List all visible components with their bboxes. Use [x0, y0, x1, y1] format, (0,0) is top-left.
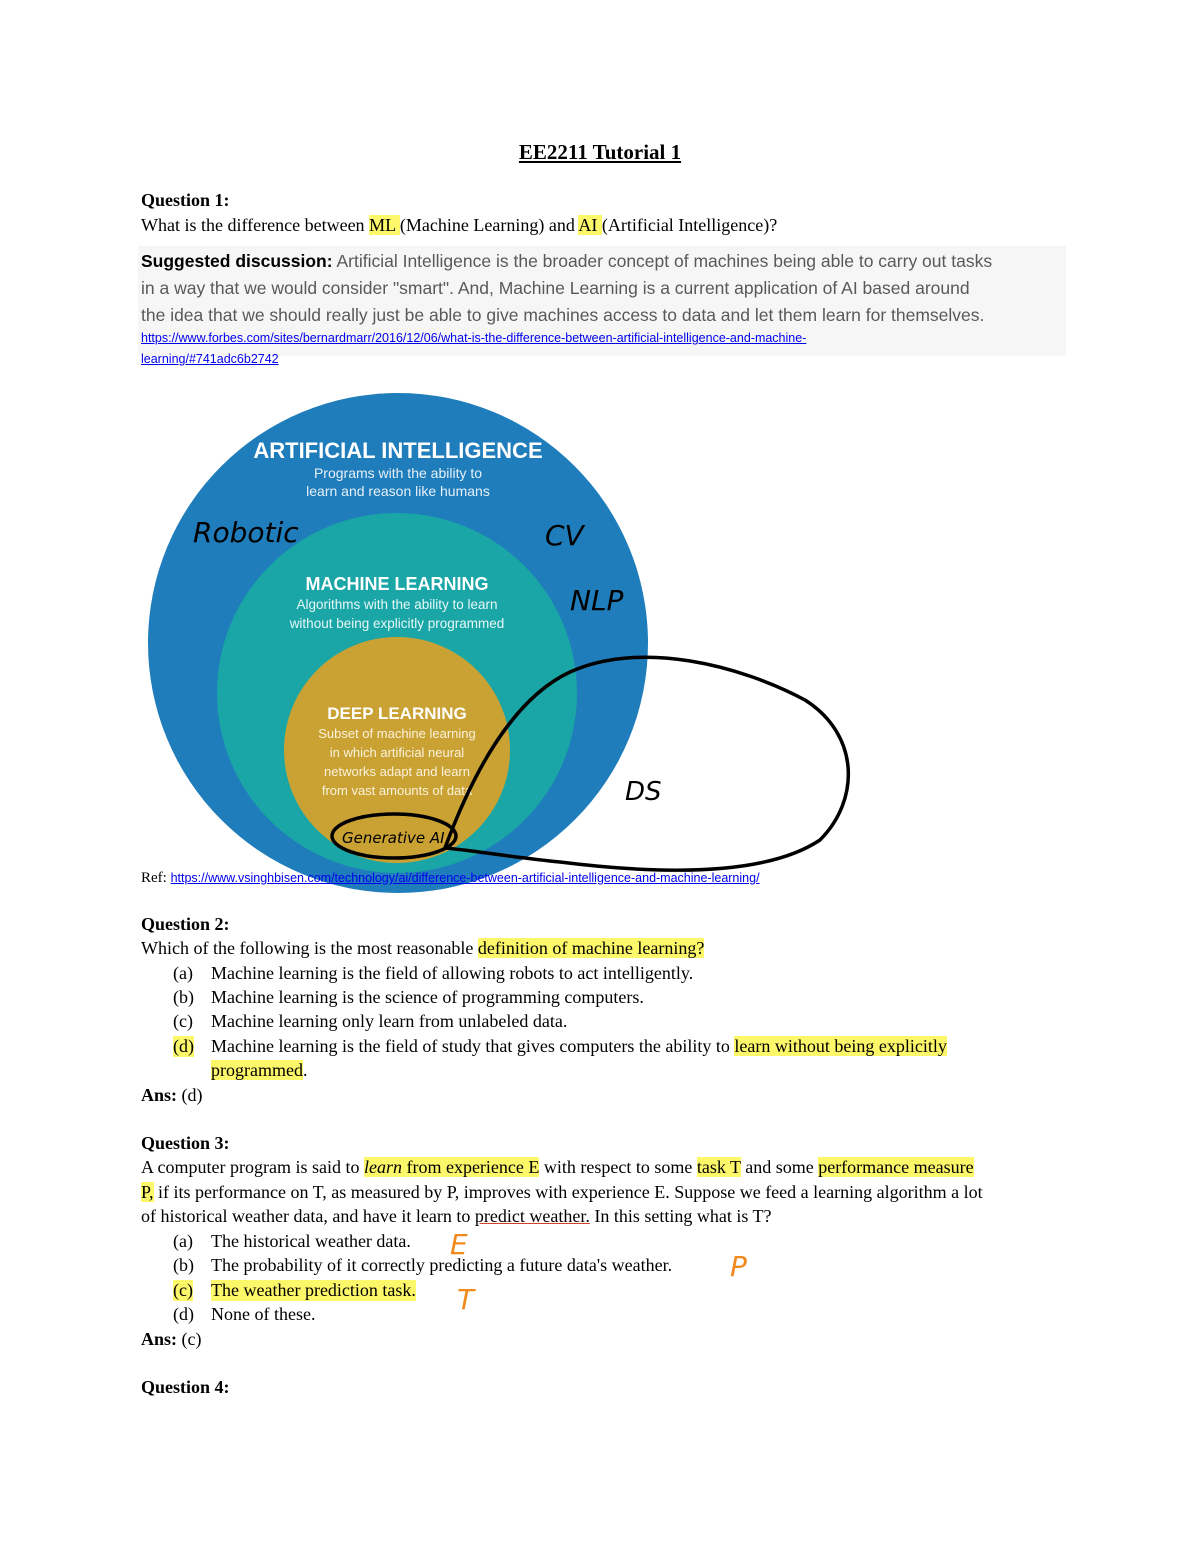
- q3-learn: learn: [363, 1157, 402, 1177]
- t-mark-annotation: T: [457, 1283, 475, 1316]
- ai-sub1: Programs with the ability to: [313, 465, 483, 481]
- q1-ml-highlight: ML: [369, 215, 400, 235]
- q4-heading: Question 4:: [141, 1377, 230, 1397]
- ref-label: Ref:: [141, 870, 171, 886]
- q3-task: task T: [696, 1157, 741, 1177]
- robotic-annotation: Robotic: [193, 516, 299, 549]
- vsinghbisen-link[interactable]: https://www.vsinghbisen.com/technology/ai/difference-between-artificial-intelligence-and-machine-learning/: [170, 871, 760, 885]
- q2-option-d-cont: programmed.: [211, 1060, 308, 1080]
- q3-line3: of historical weather data, and have it learn to predict weather. In this setting what is T?: [141, 1206, 772, 1226]
- q1-text-post: (Artificial Intelligence)?: [601, 215, 778, 235]
- q1-discussion-line3: the idea that we should really just be able to give machines access to data and let them learn for themselves.: [141, 305, 985, 325]
- q3-performance: performance measure: [818, 1157, 974, 1177]
- q3-experience: from experience E: [401, 1157, 540, 1177]
- q1-text-mid: (Machine Learning) and: [399, 215, 579, 235]
- ml-sub1: Algorithms with the ability to learn: [296, 597, 498, 612]
- q1-discussion-line1: Suggested discussion: Artificial Intelligence is the broader concept of machines being able to carry out tasks: [141, 251, 993, 271]
- e-mark-annotation: E: [450, 1228, 468, 1261]
- q3-line2: P, if its performance on T, as measured by P, improves with experience E. Suppose we feed a learning algorithm a lot: [141, 1182, 983, 1202]
- dl-title: DEEP LEARNING: [327, 704, 467, 723]
- q1-discussion-line2: in a way that we would consider "smart". And, Machine Learning is a current application of AI based around: [141, 278, 970, 298]
- q3-answer: Ans: (c): [141, 1329, 202, 1349]
- discussion-lead: Suggested discussion:: [141, 251, 333, 271]
- q1-ai-highlight: AI: [578, 215, 602, 235]
- ai-sub2: learn and reason like humans: [306, 483, 490, 499]
- nlp-annotation: NLP: [570, 584, 624, 617]
- p-mark-annotation: P: [730, 1250, 747, 1283]
- dl-sub2: in which artificial neural: [329, 745, 465, 760]
- ai-title: ARTIFICIAL INTELLIGENCE: [253, 438, 543, 463]
- q2-answer: Ans: (d): [141, 1085, 203, 1105]
- q2-d-highlight: learn without being explicitly: [734, 1036, 947, 1056]
- q1-heading: Question 1:: [141, 190, 230, 210]
- q2-question: Which of the following is the most reasonable definition of machine learning?: [141, 938, 705, 958]
- dl-sub3: networks adapt and learn: [324, 764, 470, 779]
- cv-annotation: CV: [545, 519, 584, 552]
- q3-heading: Question 3:: [141, 1133, 230, 1153]
- ml-sub2: without being explicitly programmed: [289, 616, 505, 631]
- diagram-ref: [141, 870, 760, 887]
- q3-line1: A computer program is said to learn from experience E with respect to some task T and some performance measure: [141, 1157, 974, 1177]
- document-page: EE2211 Tutorial 1 Question 1: What is the difference between ML (Machine Learning) and AI (Artificial Intelligence)? Suggested discussion: Artificial Intelligence is the broader concept of machines being able to carry out tasks in a way that we would consider "smart". And, Machine Learning is a current application of AI based around the idea that we should really just be able to give machines access to data and let them learn for themselves. https://www.forbes.com/sites/bernardmarr/2016/12/06/what-is-the-difference-between-artificial-intelligence-and-machine- learning/#741adc6b2742 ARTIFICIAL INTELLIGENCE Programs with the ability to learn and reason like humans MACHINE LEARNING Algorithms with the ability to learn without being explicitly programmed DEEP LEARNING Subset of machine learning in which artificial neural networks adapt and learn from vast amounts of data Robotic CV NLP DS Generative AI Ref: https://www.vsinghbisen.com/technology/ai/difference-between-artificial-intelligence-and-machine-learning/ Question 2: Which of the following is the most reasonable definition of machine learning? (a) Machine learning is the field of allowing robots to act intelligently. (b) Machine learning is the science of programming computers. (c) Machine learning only learn from unlabeled data. (d) Machine learning is the field of study that gives computers the ability to learn without being explicitly programmed. Ans: (d) Question 3: A computer program is said to learn from experience E with respect to some task T and some performance measure P, if its performance on T, as measured by P, improves with experience E. Suppose we feed a learning algorithm a lot of historical weather data, and have it learn to predict weather. In this setting what is T? (a) The historical weather data. (b) The probability of it correctly predicting a future data's weather. (c) The weather prediction task. (d) None of these. Ans: (c) E P T Question 4:: [0, 0, 1200, 1553]
- forbes-link-cont[interactable]: learning/#741adc6b2742: [141, 352, 279, 366]
- ds-annotation: DS: [625, 777, 662, 807]
- forbes-link[interactable]: https://www.forbes.com/sites/bernardmarr/2016/12/06/what-is-the-difference-between-artificial-intelligence-and-machine-: [141, 331, 807, 345]
- ml-title: MACHINE LEARNING: [305, 574, 489, 594]
- q2-heading: Question 2:: [141, 914, 230, 934]
- q2-highlight: definition of machine learning?: [477, 938, 705, 958]
- q3-predict-underlined: predict weather.: [474, 1206, 590, 1226]
- dl-sub4: from vast amounts of data: [321, 783, 473, 798]
- generative-ai-annotation: Generative AI: [342, 829, 445, 847]
- q1-text-pre: What is the difference between: [141, 215, 370, 235]
- document-title: EE2211 Tutorial 1: [518, 140, 682, 164]
- dl-sub1: Subset of machine learning: [318, 726, 476, 741]
